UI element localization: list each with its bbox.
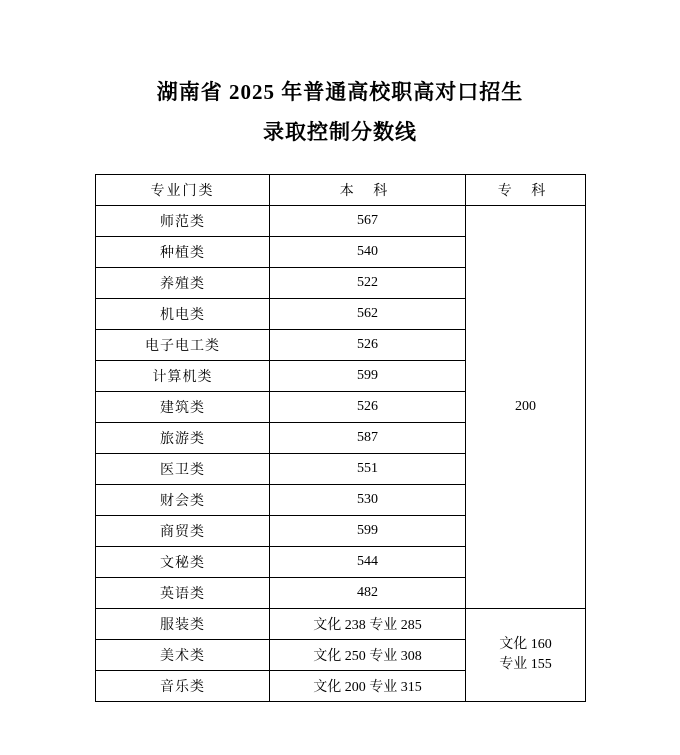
cell-category: 文秘类 [96, 547, 270, 578]
cell-category: 美术类 [96, 640, 270, 671]
cell-category: 服装类 [96, 609, 270, 640]
cell-undergraduate: 599 [270, 516, 466, 547]
cell-undergraduate: 562 [270, 299, 466, 330]
cell-category: 计算机类 [96, 361, 270, 392]
junior-college-major-line: 专业 155 [499, 657, 552, 672]
cell-undergraduate: 526 [270, 392, 466, 423]
cell-category: 种植类 [96, 237, 270, 268]
cell-category: 音乐类 [96, 671, 270, 702]
score-table-wrapper [95, 174, 585, 702]
header-category: 专业门类 [96, 175, 270, 206]
cell-undergraduate: 526 [270, 330, 466, 361]
cell-category: 商贸类 [96, 516, 270, 547]
header-junior-college: 专 科 [466, 175, 586, 206]
junior-college-culture-line: 文化 160 [499, 637, 552, 652]
cell-category: 师范类 [96, 206, 270, 237]
table-row [96, 609, 586, 640]
table-header-row [96, 175, 586, 206]
title-line-1: 湖南省 2025 年普通高校职高对口招生 [156, 80, 524, 104]
cell-undergraduate: 530 [270, 485, 466, 516]
cell-undergraduate: 文化 250 专业 308 [270, 640, 466, 671]
cell-category: 医卫类 [96, 454, 270, 485]
cell-category: 电子电工类 [96, 330, 270, 361]
cell-junior-college-group-2 [466, 609, 586, 702]
table-row [96, 206, 586, 237]
cell-category: 机电类 [96, 299, 270, 330]
table-header [96, 175, 586, 206]
cell-undergraduate: 482 [270, 578, 466, 609]
cell-undergraduate: 544 [270, 547, 466, 578]
cell-category: 财会类 [96, 485, 270, 516]
header-undergraduate: 本 科 [270, 175, 466, 206]
table-body [96, 206, 586, 702]
cell-undergraduate: 551 [270, 454, 466, 485]
cell-undergraduate: 587 [270, 423, 466, 454]
cell-category: 旅游类 [96, 423, 270, 454]
title-line-2: 录取控制分数线 [263, 120, 417, 144]
cell-junior-college-group-1: 200 [466, 206, 586, 609]
cell-undergraduate: 522 [270, 268, 466, 299]
cell-undergraduate: 599 [270, 361, 466, 392]
cell-category: 英语类 [96, 578, 270, 609]
cell-undergraduate: 567 [270, 206, 466, 237]
cell-undergraduate: 文化 238 专业 285 [270, 609, 466, 640]
cell-undergraduate: 540 [270, 237, 466, 268]
cell-category: 建筑类 [96, 392, 270, 423]
document-title [0, 0, 680, 152]
admission-score-table [95, 174, 586, 702]
cell-category: 养殖类 [96, 268, 270, 299]
cell-undergraduate: 文化 200 专业 315 [270, 671, 466, 702]
